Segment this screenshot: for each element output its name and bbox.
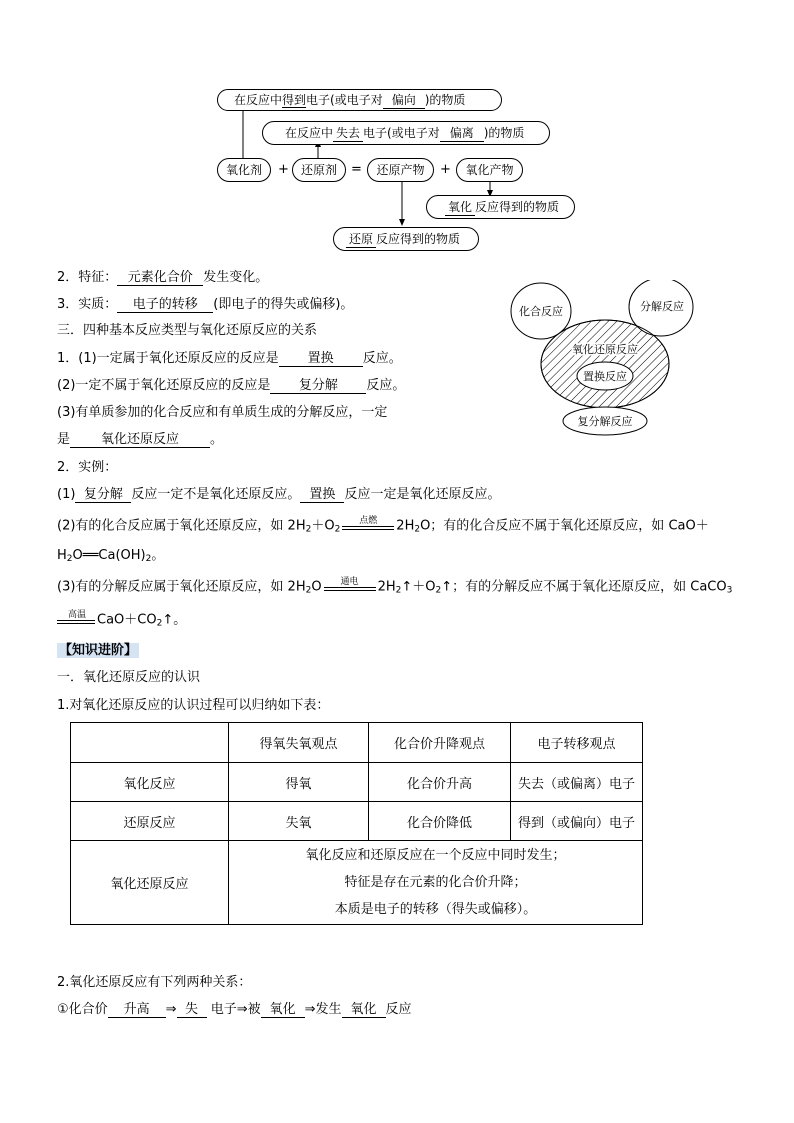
oxidant-box: 氧化剂 [217, 158, 271, 182]
example-2-cont: $H_2O══Ca(OH)_2$。 [57, 548, 165, 564]
relation-1: ①化合价 升高 ⇒ 失 电子⇒被 氧化 ⇒发生 氧化 反应 [57, 1002, 412, 1017]
table-header-row: 得氧失氧观点 化合价升降观点 电子转移观点 [71, 723, 643, 763]
blank-oxidation: 氧化 [445, 200, 475, 216]
plus-sign: + [278, 162, 289, 177]
item-1-2: (2)一定不属于氧化还原反应的反应是 复分解 反应。 [57, 378, 406, 393]
blank-away: 偏离 [440, 126, 484, 142]
redox-comparison-table [70, 722, 643, 925]
blank-double-decomposition: 复分解 [270, 378, 366, 394]
venn-diagram [505, 280, 705, 440]
feature-line: 2．特征： 元素化合价 发生变化。 [57, 270, 269, 285]
venn-redox-label: 氧化还原反应 [572, 343, 638, 356]
table-row: 氧化反应 得氧 化合价升高 失去（或偏离）电子 [71, 763, 643, 802]
example-3: (3)有的分解反应属于氧化还原反应，如 $2H_2O$ 通电 $2H_2↑+O_2↑$；有的分解反应不属于氧化还原反应，如 CaCO$_3$ [57, 577, 733, 596]
blank-rise: 升高 [108, 1002, 166, 1018]
blank-lose: 失去 [333, 126, 363, 142]
reaction-condition-electrolysis: 通电 [322, 578, 378, 596]
blank-reduction: 还原 [346, 232, 376, 248]
blank-oxidation-rx: 氧化 [342, 1002, 386, 1018]
knowledge-tag: 【知识进阶】 [59, 643, 138, 658]
oxidation-result-box: 氧化 反应得到的物质 [426, 195, 575, 219]
equals-sign: = [351, 162, 362, 177]
venn-decomposition-label: 分解反应 [640, 300, 684, 313]
reaction-condition-ignite: 点燃 [340, 517, 396, 535]
reaction-condition-high-temp: 高温 [57, 611, 97, 629]
item-1-3: (3)有单质参加的化合反应和有单质生成的分解反应，一定 [57, 405, 388, 420]
relations-intro: 2.氧化还原反应有下列两种关系： [57, 975, 252, 990]
blank-oxidized: 氧化 [261, 1002, 305, 1018]
example-1: (1) 复分解 反应一定不是氧化还原反应。 置换 反应一定是氧化还原反应。 [57, 487, 501, 502]
blank-feature: 元素化合价 [117, 270, 203, 286]
blank-toward: 偏向 [383, 93, 425, 109]
blank-redox: 氧化还原反应 [70, 432, 210, 448]
oxidation-product-box: 氧化产物 [456, 158, 523, 182]
blank-ex-double-decomp: 复分解 [75, 487, 131, 503]
reduction-result-box: 还原 反应得到的物质 [333, 227, 479, 251]
reductant-box: 还原剂 [292, 158, 346, 182]
table-row: 氧化还原反应 氧化反应和还原反应在一个反应中同时发生； 特征是存在元素的化合价升降； 本质是电子的转移（得失或偏移）。 [71, 841, 643, 925]
advanced-heading: 一．氧化还原反应的认识 [57, 670, 201, 685]
blank-displacement: 置换 [279, 351, 363, 367]
venn-double-decomposition-label: 复分解反应 [577, 415, 633, 428]
item-1-3-cont: 是 氧化还原反应 。 [57, 432, 224, 447]
example-3-cont: 高温 $CaO+CO_2↑$。 [57, 611, 186, 633]
blank-essence: 电子的转移 [117, 297, 213, 313]
blank-ex-displacement: 置换 [300, 487, 344, 503]
plus-sign: + [440, 162, 451, 177]
reductant-definition-box: 在反应中 失去 电子(或电子对 偏离 )的物质 [262, 121, 550, 145]
venn-displacement-label: 置换反应 [583, 370, 627, 383]
reduction-product-box: 还原产物 [367, 158, 434, 182]
redox-summary-cell: 氧化反应和还原反应在一个反应中同时发生； 特征是存在元素的化合价升降； 本质是电子的转移（得失或偏移）。 [229, 841, 643, 925]
table-row: 还原反应 失氧 化合价降低 得到（或偏向）电子 [71, 802, 643, 841]
example-2: (2)有的化合反应属于氧化还原反应，如 $2H_2+O_2$ 点燃 $2H_2O$；有的化合反应不属于氧化还原反应，如 CaO＋ [57, 516, 709, 535]
advanced-intro: 1.对氧化还原反应的认识过程可以归纳如下表： [57, 698, 330, 713]
essence-line: 3．实质： 电子的转移 (即电子的得失或偏移)。 [57, 297, 354, 312]
examples-heading: 2．实例： [57, 460, 118, 475]
blank-gain: 得到 [282, 93, 307, 107]
oxidant-definition-box: 在反应中得到电子(或电子对 偏向 )的物质 [217, 89, 502, 111]
blank-lose-e: 失 [177, 1002, 207, 1018]
venn-combination-label: 化合反应 [519, 305, 563, 318]
item-1-1: 1．(1)一定属于氧化还原反应的反应是 置换 反应。 [57, 351, 402, 366]
section-heading-3: 三．四种基本反应类型与氧化还原反应的关系 [57, 323, 318, 338]
